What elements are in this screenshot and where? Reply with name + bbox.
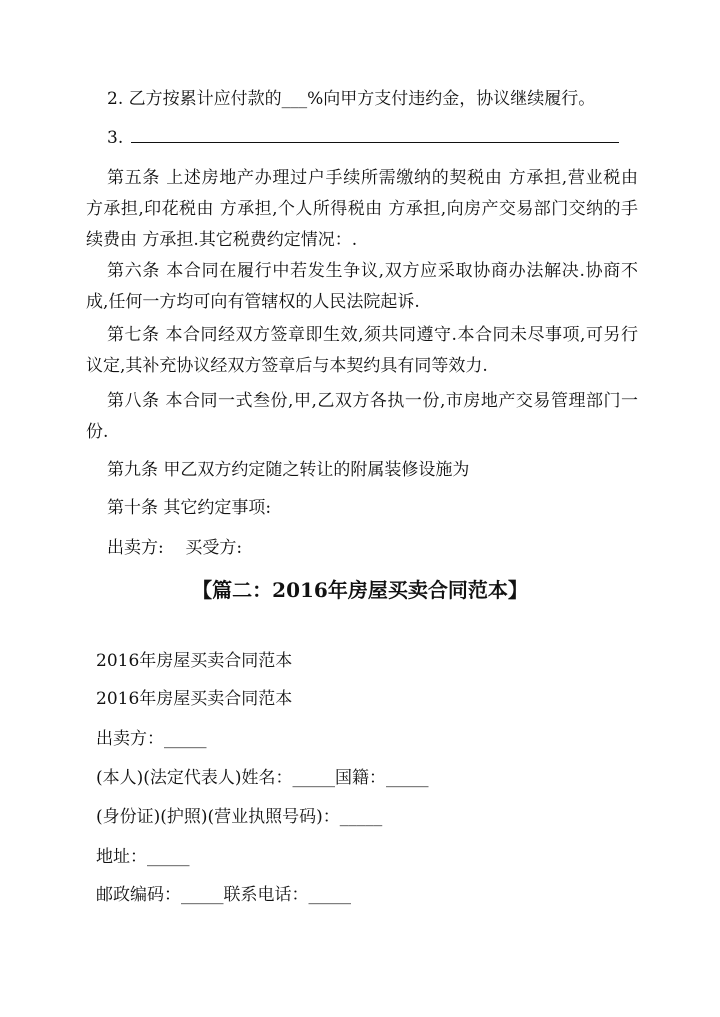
contract-title-1: 2016年房屋买卖合同范本 <box>96 651 293 671</box>
seller-field: 出卖方：_____ <box>96 729 207 749</box>
signature-line: 出卖方: 买受方: <box>107 538 243 558</box>
section-heading: 【篇二：2016年房屋买卖合同范本】 <box>192 578 528 602</box>
seller-name-nationality-field: (本人)(法定代表人)姓名：_____国籍：_____ <box>96 768 429 788</box>
article-6: 第六条 本合同在履行中若发生争议,双方应采取协商办法解决.协商不成,任何一方均可向有管辖权的人民法院起诉. <box>86 261 638 312</box>
article-5: 第五条 上述房地产办理过户手续所需缴纳的契税由 方承担,营业税由 方承担,印花税由 方承担,个人所得税由 方承担,向房产交易部门交纳的手续费由 方承担.其它税费约定情况：. <box>86 168 638 250</box>
contract-item-2: 2. 乙方按累计应付款的___%向甲方支付违约金，协议继续履行。 <box>107 89 596 109</box>
contract-title-2: 2016年房屋买卖合同范本 <box>96 689 293 709</box>
article-10: 第十条 其它约定事项: <box>107 498 272 518</box>
seller-address-field: 地址：_____ <box>96 847 190 867</box>
article-7: 第七条 本合同经双方签章即生效,须共同遵守.本合同未尽事项,可另行议定,其补充协议经双方签章后与本契约具有同等效力. <box>86 325 638 376</box>
article-9: 第九条 甲乙双方约定随之转让的附属装修设施为 <box>107 460 470 480</box>
article-8: 第八条 本合同一式叁份,甲,乙双方各执一份,市房地产交易管理部门一份. <box>86 391 638 442</box>
seller-id-field: (身份证)(护照)(营业执照号码)：_____ <box>96 807 383 827</box>
contract-item-3 <box>107 127 619 149</box>
item-3-blank-line <box>131 142 619 143</box>
item-3-label: 3. <box>107 128 124 148</box>
seller-postcode-phone-field: 邮政编码：_____联系电话：_____ <box>96 885 351 905</box>
